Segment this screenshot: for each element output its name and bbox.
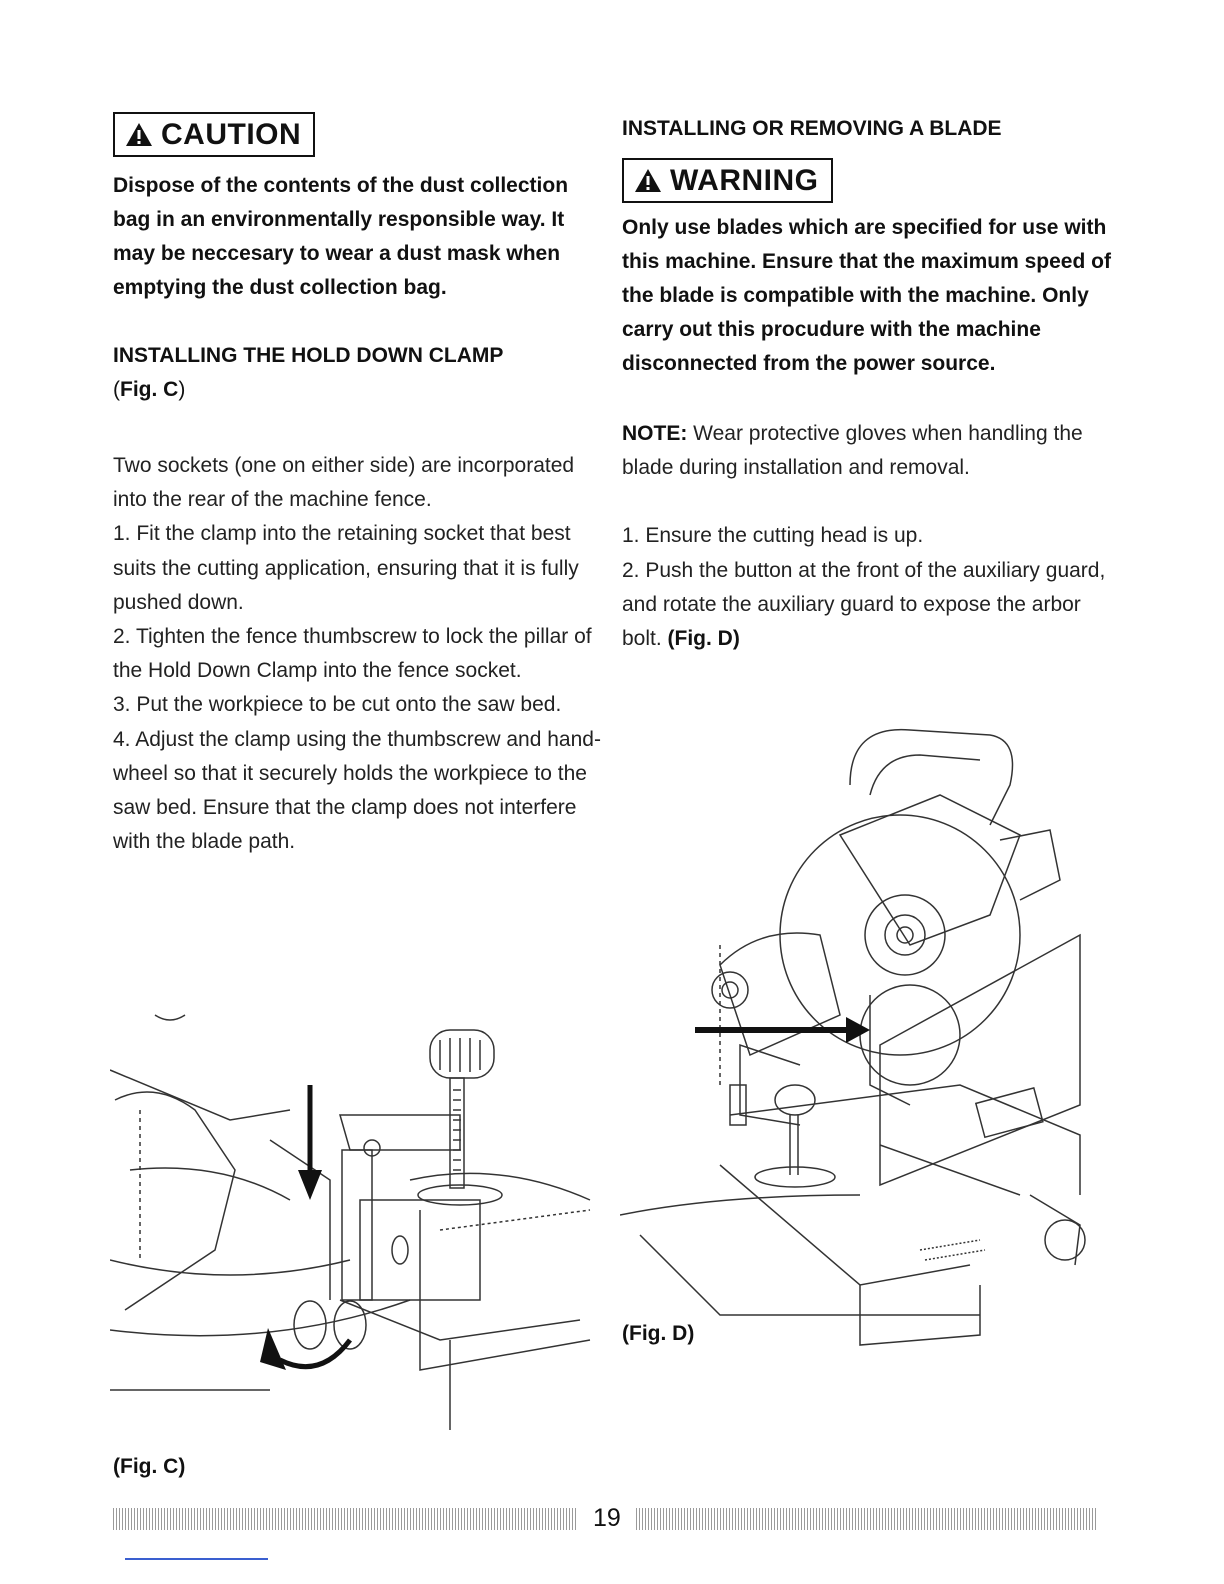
- blade-section-heading: INSTALLING OR REMOVING A BLADE: [622, 117, 1002, 140]
- fig-d-caption: (Fig. D): [622, 1322, 700, 1346]
- fig-c-illustration: [110, 1010, 595, 1440]
- step-4: 4. Adjust the clamp using the thumbscrew and hand-wheel so that it securely holds the workpiece to the saw bed. Ensure that the clamp does not interfere with the blade path.: [113, 727, 601, 854]
- fig-c-caption: (Fig. C): [113, 1455, 186, 1478]
- caution-text: Dispose of the contents of the dust collection bag in an environmentally responsible way. It may be neccesary to wear a dust mask when emptying the dust collection bag.: [113, 174, 569, 299]
- hold-down-clamp-heading: [113, 339, 603, 407]
- fig-d-ref: (Fig. D): [667, 627, 740, 651]
- fig-d-illustration: [620, 715, 1100, 1355]
- right-column: [622, 112, 1112, 656]
- footer-pattern-left: [113, 1508, 578, 1530]
- warning-triangle-icon: [634, 168, 662, 193]
- blade-step-2: 2. Push the button at the front of the auxiliary guard, and rotate the auxiliary guard to expose the arbor bolt. (Fig. D): [622, 558, 1106, 651]
- bottom-underline: [125, 1558, 268, 1560]
- note-label: NOTE:: [622, 422, 688, 445]
- note-text: Wear protective gloves when handling the blade during installation and removal.: [622, 422, 1083, 480]
- warning-box: [622, 158, 833, 203]
- step-2: 2. Tighten the fence thumbscrew to lock the pillar of the Hold Down Clamp into the fence socket.: [113, 625, 592, 683]
- warning-triangle-icon: [125, 122, 153, 147]
- caution-label: CAUTION: [161, 118, 302, 151]
- page-number: 19: [593, 1504, 621, 1532]
- heading-text: INSTALLING THE HOLD DOWN CLAMP: [113, 344, 504, 367]
- note-paragraph: [622, 417, 1112, 485]
- warning-text: Only use blades which are specified for use with this machine. Ensure that the maximum speed of the blade is compatible with the machine. Only carry out this procudure with the machine disconnected from the power source.: [622, 216, 1111, 375]
- left-column: [113, 112, 603, 859]
- step-1: 1. Fit the clamp into the retaining socket that best suits the cutting application, ensuring that it is fully pushed down.: [113, 522, 579, 614]
- caution-box: [113, 112, 315, 157]
- blade-step-1: 1. Ensure the cutting head is up.: [622, 524, 924, 548]
- intro-paragraph: Two sockets (one on either side) are incorporated into the rear of the machine fence.: [113, 454, 575, 512]
- heading-fig-ref: (Fig. C): [113, 378, 186, 401]
- footer-pattern-right: [636, 1508, 1098, 1530]
- step-3: 3. Put the workpiece to be cut onto the saw bed.: [113, 693, 562, 717]
- warning-label: WARNING: [670, 164, 819, 197]
